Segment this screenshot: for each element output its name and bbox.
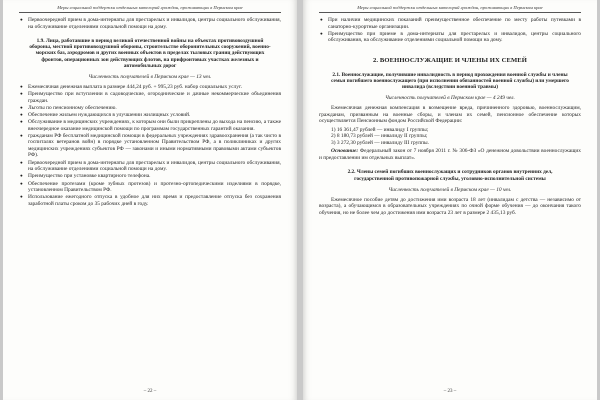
running-head: Меры социальной поддержки отдельных категорий граждан, проживающих в Пермском крае [319,5,581,13]
bullet-item: ● гражданам РФ бесплатной медицинской помощи в федеральных учреждениях здравоохранения (а так чисто в госпиталях ветеранов войн) в порядке установленном Правительством РФ, а в поликлиниках и других медицинских учреждениях субъектов РФ — законами и иными нормативными правовыми актами субъектов РФ). [19,133,281,159]
bullet-item: ● Первоочередной прием в дома-интернаты для престарелых и инвалидов, центры социального обслуживания, на обслуживание отделениями социальной помощи на дому. [19,160,281,173]
basis-label: Основание: [331,148,359,155]
section-title: 2.1. Военнослужащие, получившие инвалидность в период прохождения военной службы и члены семьи погибшего военнослужащего (при исполнении обязанностей военной службы) или умершего инвалида (вследствии военной травмы) [331,71,569,91]
top-bullet-list [319,17,581,44]
top-bullet-list [19,17,281,30]
bullet-item: ● Преимущество при приеме в дома-интернаты для престарелых и инвалидов, центры социального обслуживания, на обслуживание отделениями социальной помощи на дому. [319,31,581,44]
bullet-item: ● При наличии медицинских показаний преимущественное обеспечение по месту работы путевками в санаторно-курортные организации. [319,17,581,30]
running-head: Меры социальной поддержки отдельных категорий граждан, проживающих в Пермском крае [19,5,281,13]
benefit-list [19,84,281,207]
bullet-item: ● Преимущество при вступлении в садоводческие, огороднические и дачные некоммерческие объединения граждан. [19,91,281,104]
bullet-item: ● Льготы по пенсионному обеспечению. [19,105,281,112]
bullet-item: ● Преимущество при установке квартирного телефона. [19,173,281,180]
chapter-title: 2. ВОЕННОСЛУЖАЩИЕ И ЧЛЕНЫ ИХ СЕМЕЙ [372,56,528,64]
bullet-item: ● Использование ежегодного отпуска в удобное для них время и предоставление отпуска без сохранения заработной платы сроком до 35 рабочих дней в году. [19,194,281,207]
basis-text: Федеральный закон от 7 ноября 2011 г. № 306-ФЗ «О денежном довольствии военнослужащих и предоставлении им отдельных выплат». [319,148,581,161]
bullet-item: ● Ежемесячная денежная выплата в размере 444,24 руб. + 995,23 руб. набор социальных услуг. [19,84,281,91]
amount-item: 3) 3 272,30 рублей — инвалиду III группы. [331,139,430,146]
amount-list [331,127,581,147]
bullet-item: ● Обеспечение жильем нуждающихся в улучшении жилищных условий. [19,112,281,119]
left-page [3,0,297,400]
legal-basis [319,148,581,161]
paragraph: Ежемесячная денежная компенсация в возмещение вреда, причиненного здоровью, военнослужащим, гражданам, призванным на военные сборы, и членам их семей, пенсионное обеспечение которых осуществляется Пенсионным фондом Российской Федерации: [319,105,581,125]
paragraph: Ежемесячное пособие детям до достижения ими возраста 18 лет (инвалидам с детства — независимо от возраста), а обучающимся в образовательных учреждениях по очной форме обучения — до окончания такого обучения, но не более чем до достижения ими возраста 23 лет в размере 2 435,13 руб. [319,196,581,216]
right-page [303,0,597,400]
recipient-count: Численность получателей в Пермском крае — 10 чел. [388,186,512,193]
amount-item: 1) 16 361,47 рублей — инвалиду I группы; [331,126,429,133]
bullet-item: ● Первоочередной прием в дома-интернаты для престарелых и инвалидов, центры социального обслуживания, на обслуживание отделениями социальной помощи на дому. [19,17,281,30]
page-number: – 23 – [443,389,457,394]
bullet-item: ● Обеспечение протезами (кроме зубных протезов) и протезно-ортопедическими изделиями в порядке, установленном Правительством РФ. [19,181,281,194]
page-number: – 22 – [143,389,157,394]
recipient-count: Численность получателей в Пермском крае — 13 чел. [88,74,212,81]
recipient-count: Численность получателей в Пермском крае — 4 249 чел. [385,95,515,102]
bullet-item: ● Обслуживание в медицинских учреждениях, к которым они были прикреплены до выхода на пенсию, а также внеочередное оказание медицинской помощи по программам государственных гарантий оказания. [19,119,281,132]
amount-item: 2) 8 180,73 рублей — инвалиду II группы; [331,133,428,140]
section-title: 2.2. Члены семей погибших военнослужащих и сотрудников органов внутренних дел, государственной противопожарной службы, уголовно-исполнительной системы [347,169,553,182]
section-title: 1.9. Лица, работавшие в период великой отечественной войны на объектах противовоздушной обороны, местной противовоздушной обороны, строительстве оборонительных сооружений, военно-морских баз, аэродромов и других военных объектов в пределах тыловых границ действующих фронтов, операционных зон действующих флотов, на прифронтовых участках железных и автомобильных дорог [29,38,271,69]
